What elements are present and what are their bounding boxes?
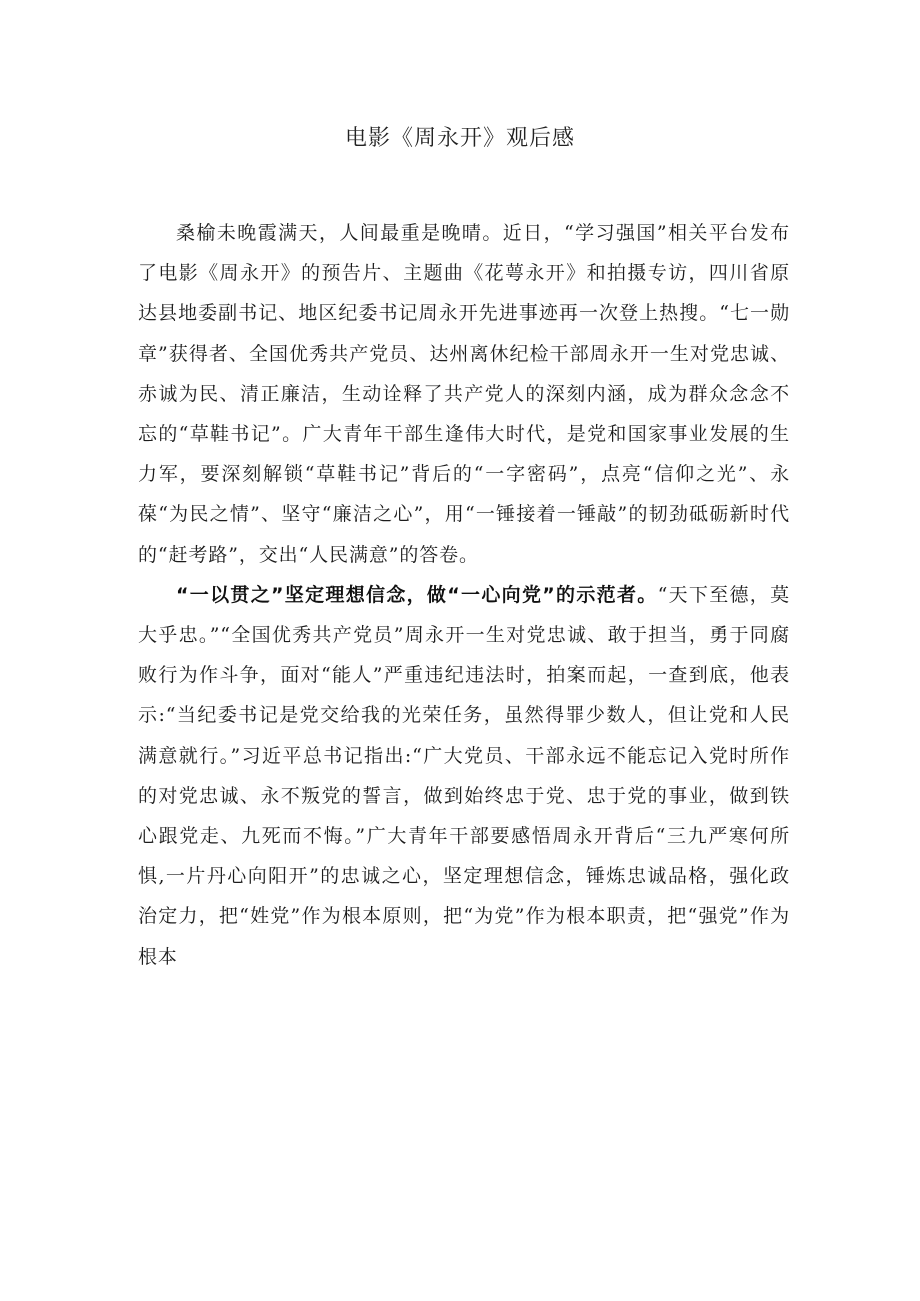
paragraph-intro-text: 桑榆未晚霞满天，人间最重是晚晴。近日，“学习强国”相关平台发布了电影《周永开》的预告片、主题曲《花萼永开》和拍摄专访，四川省原达县地委副书记、地区纪委书记周永开先进事迹再一次登上热搜。“七一勋章”获得者、全国优秀共产党员、达州离休纪检干部周永开一生对党忠诚、赤诚为民、清正廉洁，生动诠释了共产党人的深刻内涵，成为群众念念不忘的“草鞋书记”。广大青年干部生逢伟大时代，是党和国家事业发展的生力军，要深刻解锁“草鞋书记”背后的“一字密码”，点亮“信仰之光”、永葆“为民之情”、坚守“廉洁之心”，用“一锤接着一锤敲”的韧劲砥砺新时代的“赶考路”，交出“人民满意”的答卷。 [138, 222, 790, 566]
paragraph-section-1-text: “天下至德，莫大乎忠。”“全国优秀共产党员”周永开一生对党忠诚、敢于担当，勇于同腐败行为作斗争，面对“能人”严重违纪违法时，拍案而起，一查到底，他表示:“当纪委书记是党交给我的光荣任务，虽然得罪少数人，但让党和人民满意就行。”习近平总书记指出:“广大党员、干部永远不能忘记入党时所作的对党忠诚、永不叛党的誓言，做到始终忠于党、忠于党的事业，做到铁心跟党走、九死而不悔。”广大青年干部要感悟周永开背后“三九严寒何所惧,一片丹心向阳开”的忠诚之心，坚定理想信念，锤炼忠诚品格，强化政治定力，把“姓党”作为根本原则，把“为党”作为根本职责，把“强党”作为根本 [138, 583, 791, 968]
paragraph-intro [138, 213, 790, 575]
paragraph-section-1 [138, 575, 790, 977]
document-body [138, 213, 790, 977]
document-title: 电影《周永开》观后感 [344, 126, 575, 151]
paragraph-section-1-heading: “一以贯之”坚定理想信念，做“一心向党”的示范者。 [176, 583, 658, 606]
